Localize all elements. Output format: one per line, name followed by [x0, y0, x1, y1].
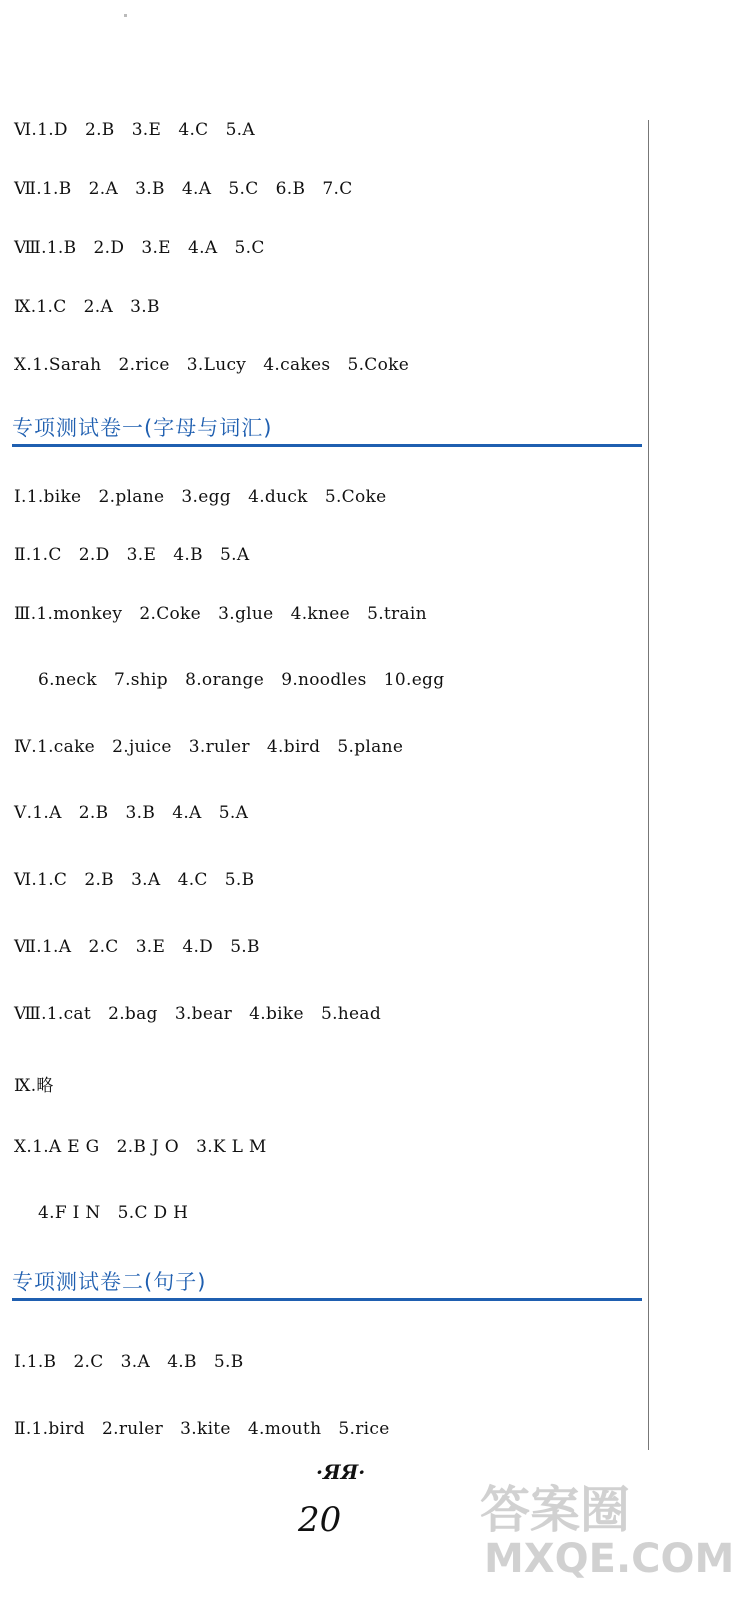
answer-line: Ⅱ.1.C 2.D 3.E 4.B 5.A: [14, 545, 250, 565]
answer-line: Ⅱ.1.bird 2.ruler 3.kite 4.mouth 5.rice: [14, 1419, 390, 1439]
page-ornament: ·ЯЯ·: [316, 1460, 366, 1484]
answer-line: Ⅰ.1.B 2.C 3.A 4.B 5.B: [14, 1352, 244, 1372]
answer-line: Ⅶ.1.A 2.C 3.E 4.D 5.B: [14, 937, 260, 957]
section-rule: [12, 444, 642, 447]
answer-line: Ⅶ.1.B 2.A 3.B 4.A 5.C 6.B 7.C: [14, 179, 353, 199]
answer-line: Ⅸ.略: [14, 1076, 54, 1096]
answer-line: Ⅹ.1.A E G 2.B J O 3.K L M: [14, 1137, 267, 1157]
scan-speck: [124, 14, 127, 17]
watermark-logo: [470, 1470, 734, 1590]
answer-line: Ⅷ.1.cat 2.bag 3.bear 4.bike 5.head: [14, 1004, 382, 1024]
answer-line: Ⅸ.1.C 2.A 3.B: [14, 297, 160, 317]
answer-line: Ⅲ.1.monkey 2.Coke 3.glue 4.knee 5.train: [14, 604, 427, 624]
watermark-text-cn: 答案圈: [480, 1481, 630, 1539]
section-title: 专项测试卷一(字母与词汇): [12, 416, 273, 440]
answer-line: 4.F I N 5.C D H: [38, 1203, 189, 1223]
answer-line: Ⅴ.1.A 2.B 3.B 4.A 5.A: [14, 803, 249, 823]
answer-line: Ⅹ.1.Sarah 2.rice 3.Lucy 4.cakes 5.Coke: [14, 355, 410, 375]
answer-line: Ⅵ.1.D 2.B 3.E 4.C 5.A: [14, 120, 255, 140]
answer-line: Ⅰ.1.bike 2.plane 3.egg 4.duck 5.Coke: [14, 487, 387, 507]
answer-line: 6.neck 7.ship 8.orange 9.noodles 10.egg: [38, 670, 445, 690]
handwritten-page-number: 20: [298, 1500, 342, 1540]
watermark-text-en: MXQE.COM: [484, 1536, 734, 1582]
answer-line: Ⅷ.1.B 2.D 3.E 4.A 5.C: [14, 238, 265, 258]
margin-line: [648, 120, 649, 1450]
answer-line: Ⅵ.1.C 2.B 3.A 4.C 5.B: [14, 870, 255, 890]
section-title: 专项测试卷二(句子): [12, 1270, 207, 1294]
answer-line: Ⅳ.1.cake 2.juice 3.ruler 4.bird 5.plane: [14, 737, 404, 757]
section-rule: [12, 1298, 642, 1301]
section-heading: [12, 412, 642, 452]
section-heading: [12, 1266, 642, 1306]
